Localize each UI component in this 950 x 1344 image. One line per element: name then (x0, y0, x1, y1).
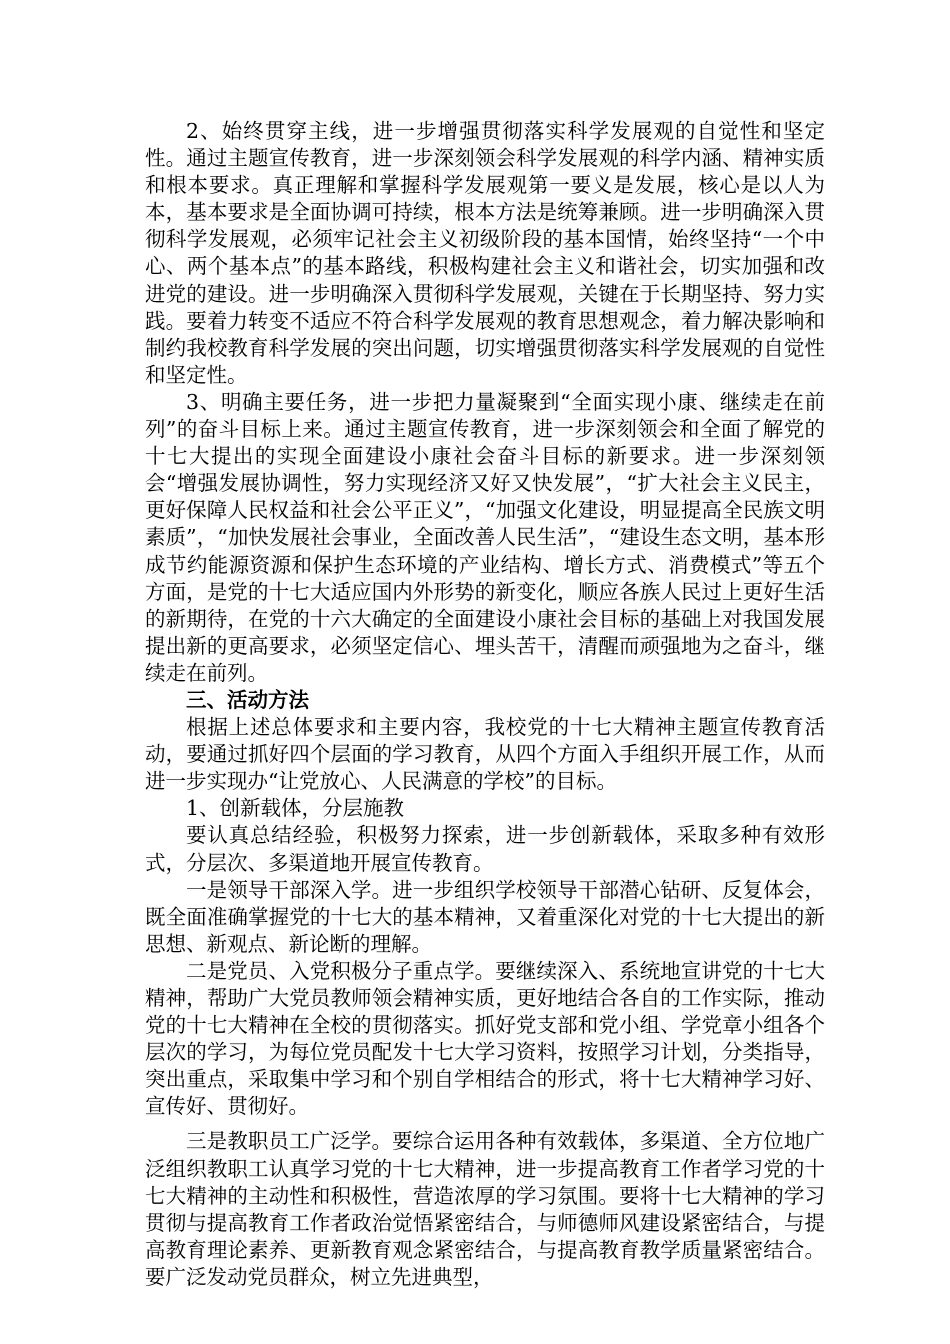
paragraph-summarize-experience: 要认真总结经验，积极努力探索，进一步创新载体，采取多种有效形式，分层次、多渠道地开展宣传教育。 (145, 823, 825, 875)
document-page (145, 118, 825, 1291)
paragraph-main-tasks: 3、明确主要任务，进一步把力量凝聚到“全面实现小康、继续走在前列”的奋斗目标上来。通过主题宣传教育，进一步深刻领会和全面了解党的十七大提出的实现全面建设小康社会奋斗目标的新要求。进一步深刻领会“增强发展协调性，努力实现经济又好又快发展”，“扩大社会主义民主，更好保障人民权益和社会公平正义”，“加强文化建设，明显提高全民族文明素质”，“加快发展社会事业，全面改善人民生活”，“建设生态文明，基本形成节约能源资源和保护生态环境的产业结构、增长方式、消费模式”等五个方面，是党的十七大适应国内外形势的新变化，顺应各族人民过上更好生活的新期待，在党的十六大确定的全面建设小康社会目标的基础上对我国发展提出新的更高要求，必须坚定信心、埋头苦干，清醒而顽强地为之奋斗，继续走在前列。 (145, 389, 825, 685)
paragraph-methods-intro: 根据上述总体要求和主要内容，我校党的十七大精神主题宣传教育活动，要通过抓好四个层面的学习教育，从四个方面入手组织开展工作，从而进一步实现办“让党放心、人民满意的学校”的目标。 (145, 715, 825, 794)
section-heading-activity-methods: 三、活动方法 (186, 687, 309, 712)
paragraph-main-line: 2、始终贯穿主线，进一步增强贯彻落实科学发展观的自觉性和坚定性。通过主题宣传教育，进一步深刻领会科学发展观的科学内涵、精神实质和根本要求。真正理解和掌握科学发展观第一要义是发展，核心是以人为本，基本要求是全面协调可持续，根本方法是统筹兼顾。进一步明确深入贯彻科学发展观，必须牢记社会主义初级阶段的基本国情，始终坚持“一个中心、两个基本点”的基本路线，积极构建社会主义和谐社会，切实加强和改进党的建设。进一步明确深入贯彻科学发展观，关键在于长期坚持、努力实践。要着力转变不适应不符合科学发展观的教育思想观念，着力解决影响和制约我校教育科学发展的突出问题，切实增强贯彻落实科学发展观的自觉性和坚定性。 (145, 119, 825, 387)
paragraph-staff-study: 三是教职员工广泛学。要综合运用各种有效载体，多渠道、全方位地广泛组织教职工认真学习党的十七大精神，进一步提高教育工作者学习党的十七大精神的主动性和积极性，营造浓厚的学习氛围。要将十七大精神的学习贯彻与提高教育工作者政治觉悟紧密结合，与师德师风建设紧密结合，与提高教育理论素养、更新教育观念紧密结合，与提高教育教学质量紧密结合。要广泛发动党员群众，树立先进典型， (145, 1129, 825, 1289)
subheading-innovate-carriers: 1、创新载体，分层施教 (186, 796, 405, 821)
paragraph-leaders-study: 一是领导干部深入学。进一步组织学校领导干部潜心钻研、反复体会，既全面准确掌握党的十七大的基本精神，又着重深化对党的十七大提出的新思想、新观点、新论断的理解。 (145, 877, 825, 956)
paragraph-party-members-study: 二是党员、入党积极分子重点学。要继续深入、系统地宣讲党的十七大精神，帮助广大党员教师领会精神实质，更好地结合各自的工作实际，推动党的十七大精神在全校的贯彻落实。抓好党支部和党小组、学党章小组各个层次的学习，为每位党员配发十七大学习资料，按照学习计划，分类指导，突出重点，采取集中学习和个别自学相结合的形式，将十七大精神学习好、宣传好、贯彻好。 (145, 958, 825, 1119)
